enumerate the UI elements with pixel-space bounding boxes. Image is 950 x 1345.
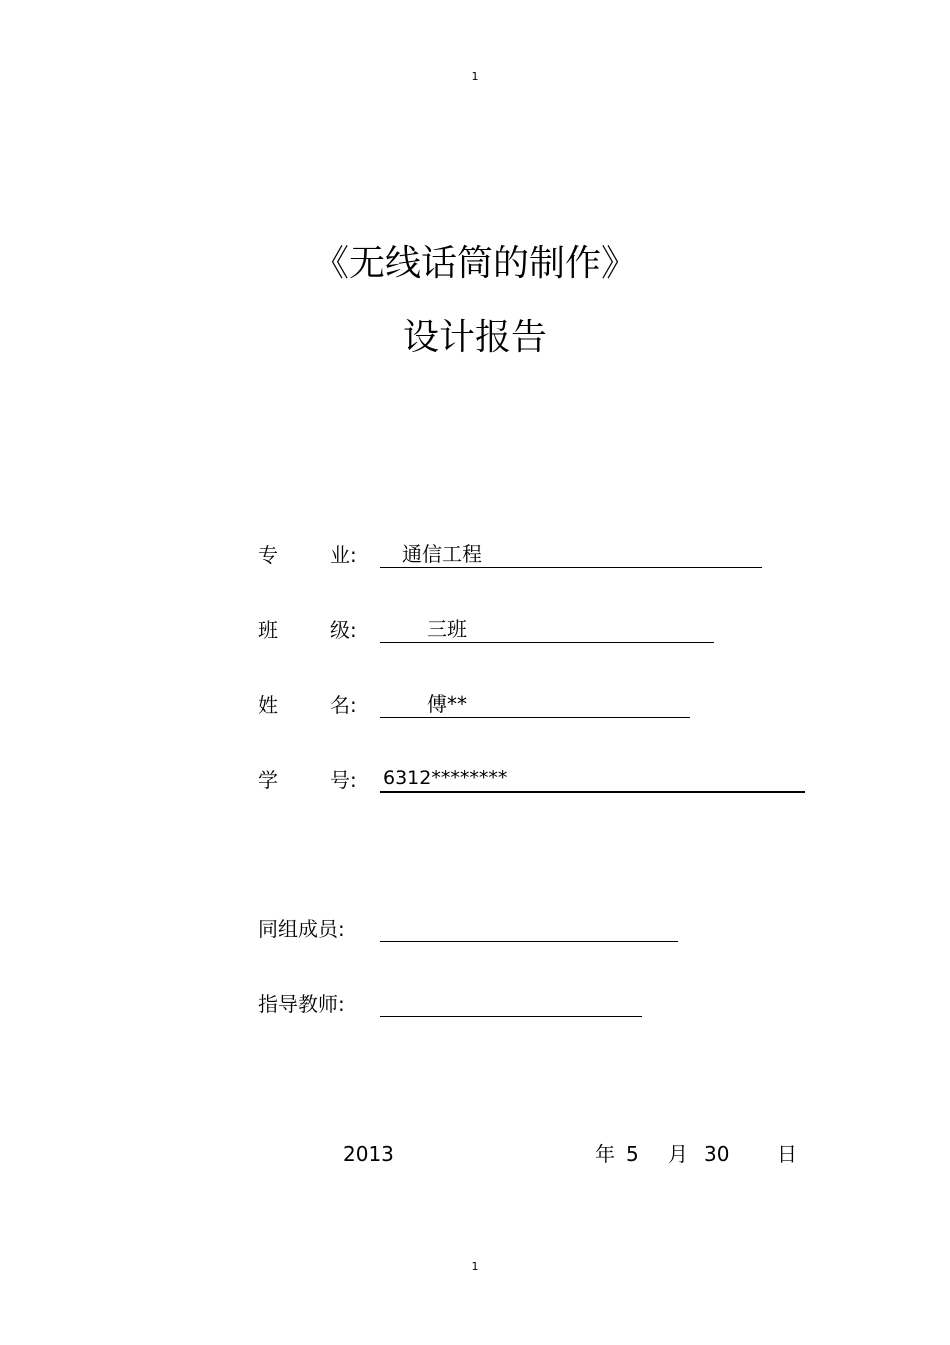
student-id-label-b: 号: (330, 768, 357, 792)
date-day-unit: 日 (777, 1142, 797, 1166)
page-number-top: 1 (471, 70, 479, 83)
name-label-a: 姓 (258, 693, 278, 717)
student-id-value: 6312******** (383, 767, 508, 789)
report-subtitle: 设计报告 (402, 317, 547, 358)
student-id-field (380, 765, 805, 793)
page-number-bottom: 1 (471, 1260, 479, 1273)
major-field (380, 541, 762, 568)
report-title: 《无线话筒的制作》 (312, 243, 637, 284)
group-members-label: 同组成员: (258, 917, 345, 941)
date-year-unit: 年 (595, 1142, 615, 1166)
date-year: 2013 (343, 1142, 394, 1166)
name-field (380, 691, 690, 718)
name-value: 傅** (427, 692, 467, 716)
major-label-a: 专 (258, 543, 278, 567)
class-field (380, 616, 714, 643)
class-value: 三班 (427, 617, 467, 641)
student-id-label-a: 学 (258, 768, 278, 792)
advisor-field (380, 990, 642, 1017)
class-label-b: 级: (330, 618, 357, 642)
advisor-label: 指导教师: (258, 992, 345, 1016)
major-value: 通信工程 (402, 542, 482, 566)
class-label-a: 班 (258, 618, 278, 642)
date-day: 30 (704, 1142, 730, 1166)
group-members-field (380, 915, 678, 942)
date-month-unit: 月 (668, 1142, 688, 1166)
major-label-b: 业: (330, 543, 357, 567)
date-month: 5 (626, 1142, 639, 1166)
name-label-b: 名: (330, 693, 357, 717)
